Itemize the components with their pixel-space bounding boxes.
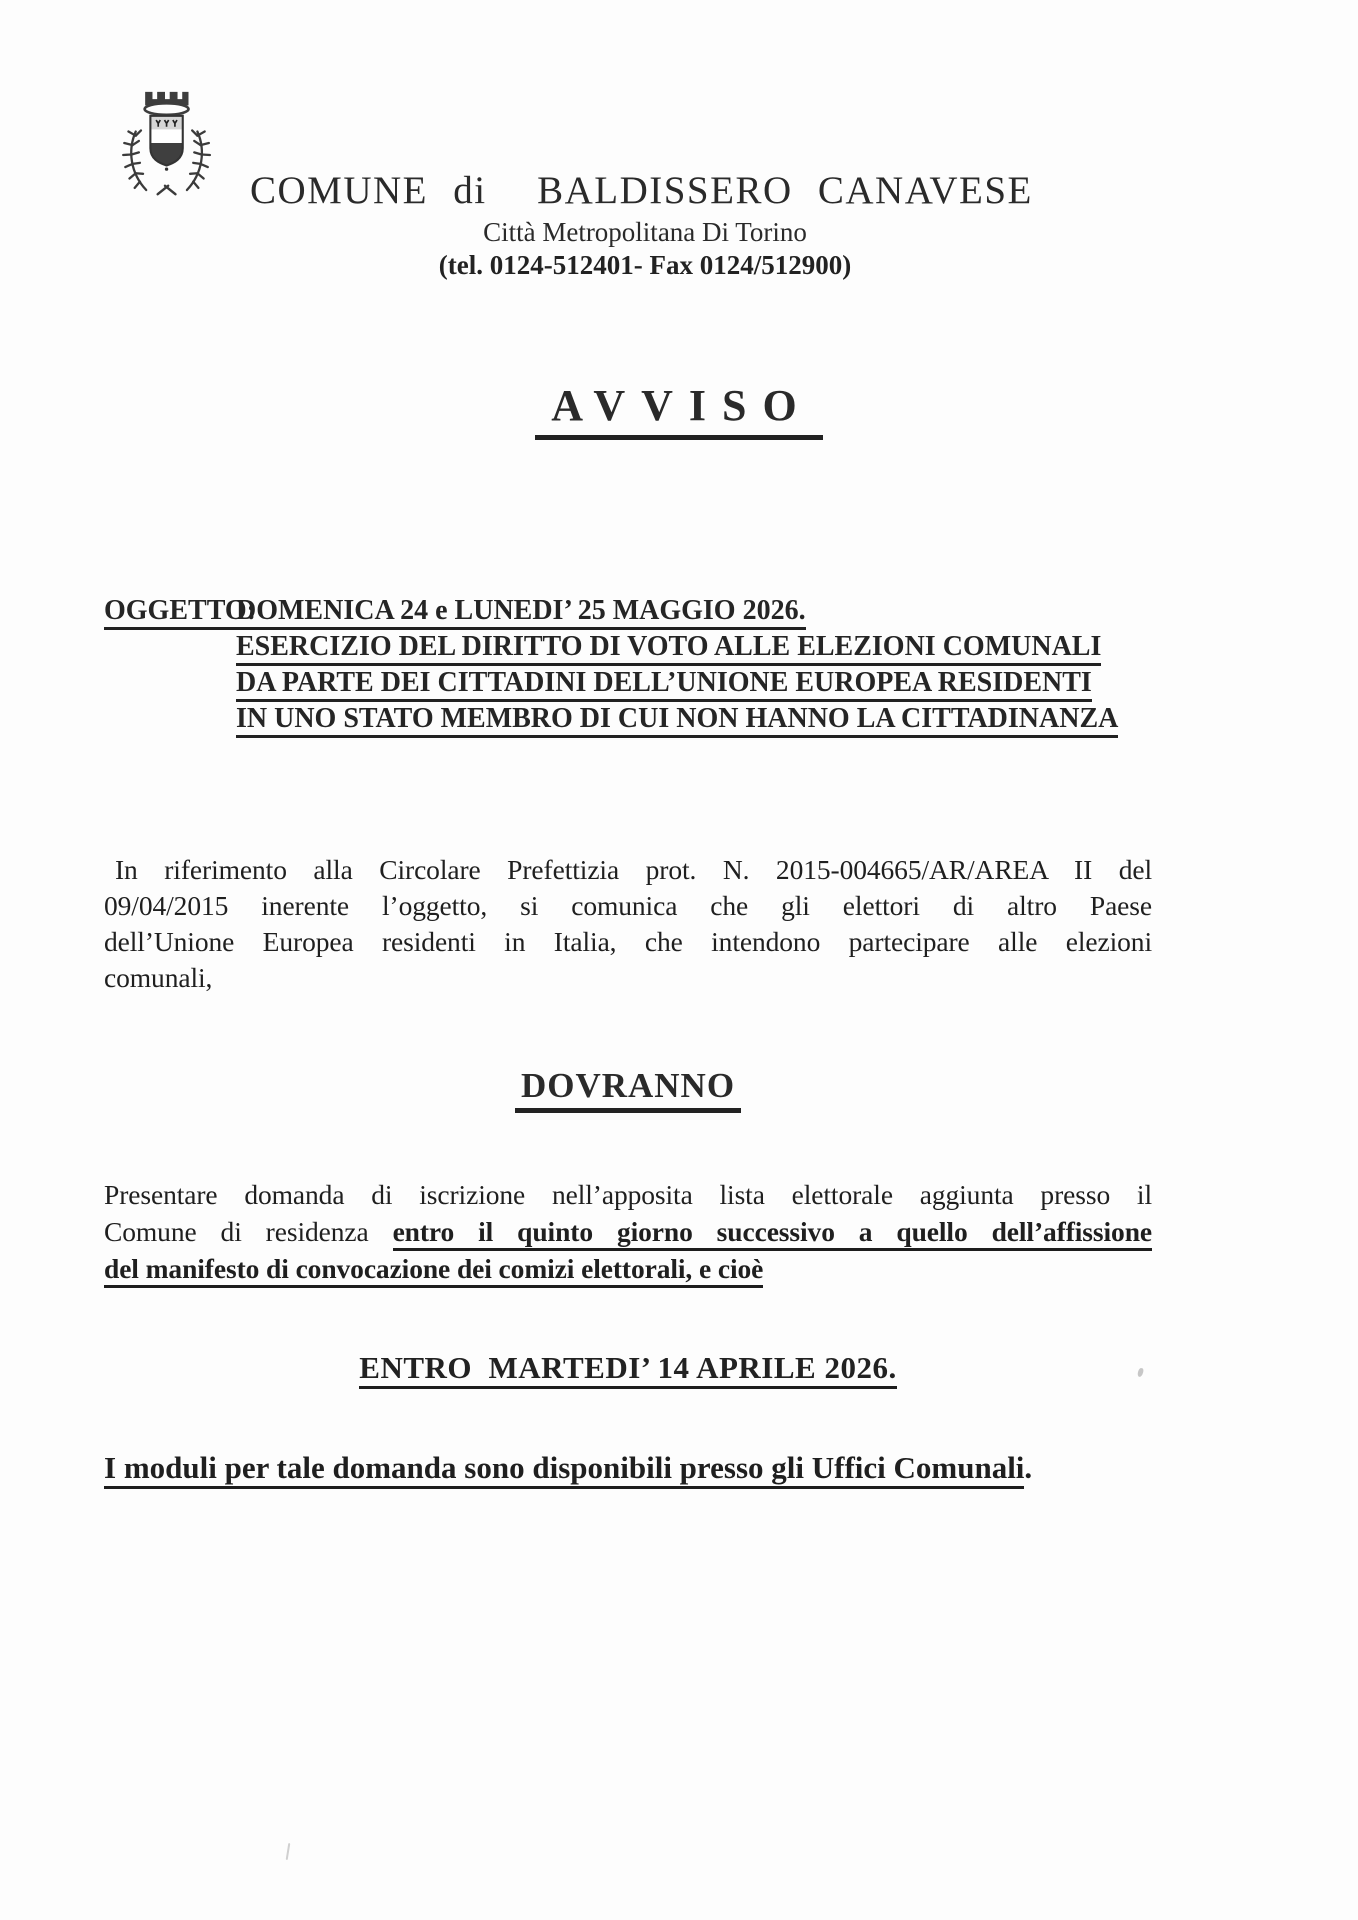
commune-subtitle: Città Metropolitana Di Torino <box>483 217 807 247</box>
paragraph-line: 09/04/2015 inerente l’oggetto, si comunica che gli elettori di altro Paese <box>104 890 1152 921</box>
subject-label-cell <box>104 594 256 738</box>
deadline-row <box>104 1350 1152 1386</box>
instructions-paragraph <box>104 1176 1152 1287</box>
commune-contact: (tel. 0124-512401- Fax 0124/512900) <box>438 250 852 280</box>
paragraph-line: dell’Unione Europea residenti in Italia, che intendono partecipare alle elezioni <box>104 926 1152 957</box>
subject-line <box>236 702 1204 735</box>
paragraph-line: In riferimento alla Circolare Prefettizia prot. N. 2015-004665/AR/AREA II del <box>115 854 1152 885</box>
emphasized-text: entro il quinto giorno successivo a quello dell’affissione <box>393 1216 1152 1251</box>
subject-line <box>236 594 1204 627</box>
subject-lines <box>236 594 1204 738</box>
paragraph-line: comunali, <box>104 962 213 993</box>
coat-of-arms-icon <box>118 84 212 202</box>
dovranno-heading: DOVRANNO <box>515 1066 741 1113</box>
dovranno-row <box>104 1066 1152 1113</box>
paragraph-line <box>104 1213 1152 1250</box>
subject-line <box>236 630 1204 663</box>
emphasized-text: del manifesto di convocazione dei comizi elettorali, e cioè <box>104 1253 763 1288</box>
subject-line <box>236 666 1204 699</box>
deadline-line: ENTRO MARTEDI’ 14 APRILE 2026. <box>359 1350 896 1389</box>
intro-paragraph <box>104 852 1152 996</box>
notice-title-row <box>0 380 1358 440</box>
subject-block <box>104 594 1204 738</box>
subject-line-text: IN UNO STATO MEMBRO DI CUI NON HANNO LA CITTADINANZA <box>236 703 1118 738</box>
notice-title: AVVISO <box>535 380 822 440</box>
subject-line-text: DA PARTE DEI CITTADINI DELL’UNIONE EUROPEA RESIDENTI <box>236 667 1092 702</box>
subject-line-text: DOMENICA 24 e LUNEDI’ 25 MAGGIO 2026. <box>236 595 806 630</box>
subject-label: OGGETTO: <box>104 595 256 630</box>
closing-line <box>104 1450 1204 1486</box>
paragraph-line: Presentare domanda di iscrizione nell’apposita lista elettorale aggiunta presso il <box>104 1179 1152 1210</box>
scan-artifact <box>286 1843 291 1860</box>
closing-text: I moduli per tale domanda sono disponibili presso gli Uffici Comunali <box>104 1450 1024 1489</box>
paragraph-line <box>104 1250 1152 1287</box>
paragraph-text: Comune di residenza <box>104 1216 393 1247</box>
commune-name: COMUNE di BALDISSERO CANAVESE <box>250 169 1033 212</box>
subject-line-text: ESERCIZIO DEL DIRITTO DI VOTO ALLE ELEZIONI COMUNALI <box>236 631 1101 666</box>
letterhead <box>250 168 1040 281</box>
closing-period: . <box>1024 1450 1033 1485</box>
